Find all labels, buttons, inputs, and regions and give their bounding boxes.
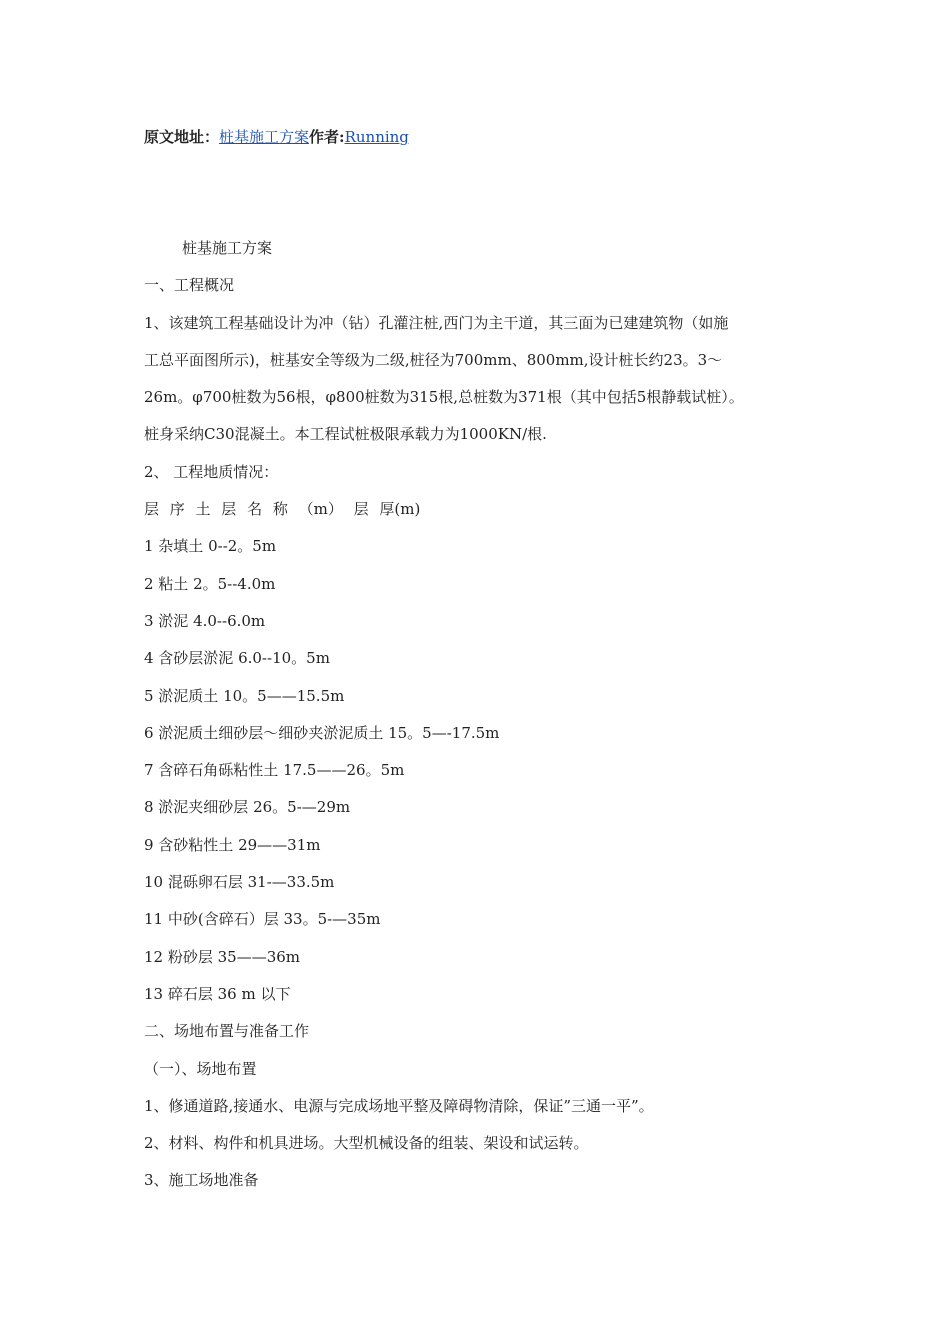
layer-row: 11 中砂(含碎石）层 33。5-—35m	[144, 910, 381, 929]
document-body	[144, 236, 824, 1206]
paragraph-line: 桩身采纳C30混凝土。本工程试桩极限承载力为1000KN/根.	[144, 425, 547, 444]
paragraph-line: 1、修通道路,接通水、电源与完成场地平整及障碍物清除，保证”三通一平”。	[144, 1096, 654, 1115]
source-link[interactable]: 桩基施工方案	[219, 128, 310, 146]
paragraph-line: 26m。φ700桩数为56根，φ800桩数为315根,总桩数为371根（其中包括5根静载试桩）。	[144, 388, 744, 407]
layer-row: 7 含碎石角砾粘性土 17.5——26。5m	[144, 761, 405, 780]
layer-row: 3 淤泥 4.0--6.0m	[144, 611, 266, 630]
layer-row: 1 杂填土 0--2。5m	[144, 537, 277, 556]
layer-row: 5 淤泥质土 10。5——15.5m	[144, 686, 345, 705]
layer-row: 6 淤泥质土细砂层～细砂夹淤泥质土 15。5—-17.5m	[144, 723, 500, 742]
subsection-heading: 2、 工程地质情况：	[144, 462, 279, 481]
document-title: 桩基施工方案	[182, 239, 273, 257]
paragraph-line: 3、施工场地准备	[144, 1171, 259, 1190]
layer-row: 4 含砂层淤泥 6.0--10。5m	[144, 649, 330, 668]
layer-row: 8 淤泥夹细砂层 26。5-—29m	[144, 798, 351, 817]
layer-row: 10 混砾卵石层 31-—33.5m	[144, 873, 335, 892]
paragraph-line: 工总平面图所示)，桩基安全等级为二级,桩径为700mm、800mm,设计桩长约23。3～	[144, 350, 723, 369]
source-line	[144, 126, 409, 148]
author-link[interactable]: Running	[344, 128, 409, 146]
layer-row: 9 含砂粘性土 29——31m	[144, 835, 321, 854]
section-heading: 一、工程概况	[144, 276, 235, 295]
paragraph-line: 1、该建筑工程基础设计为冲（钻）孔灌注桩,西门为主干道，其三面为已建建筑物（如施	[144, 313, 729, 332]
paragraph-line: 2、材料、构件和机具进场。大型机械设备的组装、架设和试运转。	[144, 1134, 589, 1153]
layer-row: 2 粘土 2。5--4.0m	[144, 574, 276, 593]
author-label: 作者:	[309, 128, 345, 146]
section-heading: 二、场地布置与准备工作	[144, 1022, 310, 1041]
source-label: 原文地址：	[144, 128, 220, 146]
layer-row: 13 碎石层 36 m 以下	[144, 984, 291, 1003]
layer-table-header: 层 序 土 层 名 称 （m） 层 厚(m)	[144, 500, 421, 519]
subsection-heading: （一）、场地布置	[144, 1059, 257, 1078]
layer-row: 12 粉砂层 35——36m	[144, 947, 301, 966]
